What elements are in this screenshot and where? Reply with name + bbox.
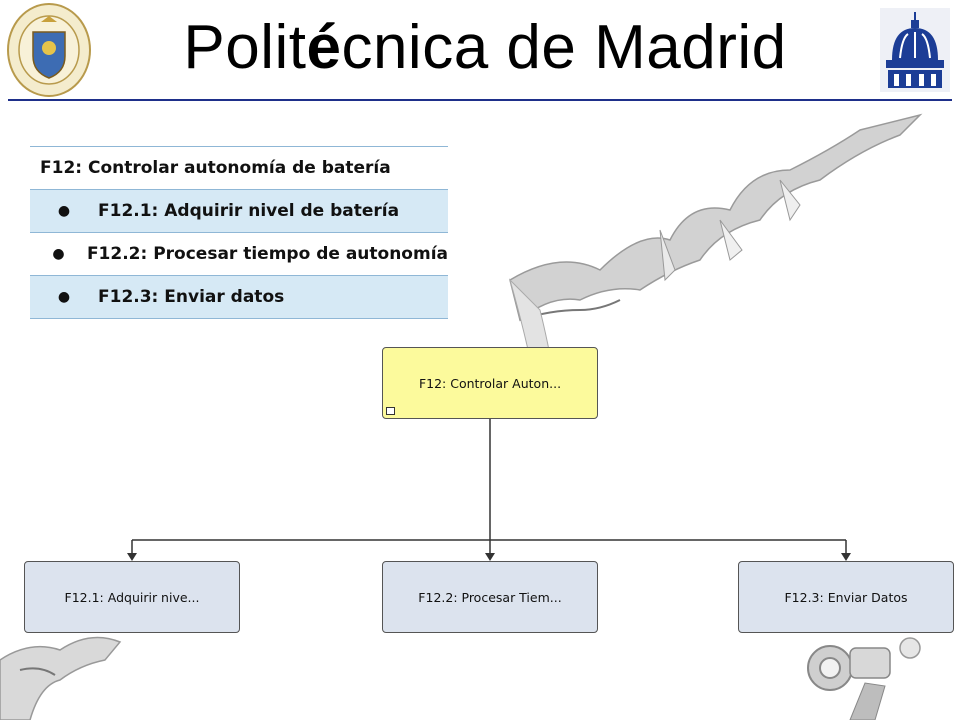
node-label: F12.3: Enviar Datos (784, 589, 908, 605)
crack-decoration (0, 620, 140, 720)
diagram-root-node[interactable] (382, 347, 598, 419)
table-heading: F12: Controlar autonomía de batería (30, 147, 448, 190)
list-item-label: F12.3: Enviar datos (98, 287, 285, 307)
node-label: F12: Controlar Auton... (418, 375, 562, 391)
gear-decoration-icon (790, 628, 960, 720)
node-label: F12.2: Procesar Tiem... (418, 589, 562, 605)
diagram-child-node[interactable] (738, 561, 954, 633)
diagram-child-node[interactable] (382, 561, 598, 633)
page-title: Politécnica de Madrid (183, 13, 787, 82)
bullet: ● (52, 246, 65, 262)
list-item-label: F12.2: Procesar tiempo de autonomía (86, 244, 448, 264)
bullet: ● (57, 289, 71, 305)
node-label: F12.1: Adquirir nive... (64, 589, 200, 605)
list-item-label: F12.1: Adquirir nivel de batería (98, 201, 400, 221)
node-marker (386, 407, 395, 415)
bullet: ● (57, 203, 71, 219)
